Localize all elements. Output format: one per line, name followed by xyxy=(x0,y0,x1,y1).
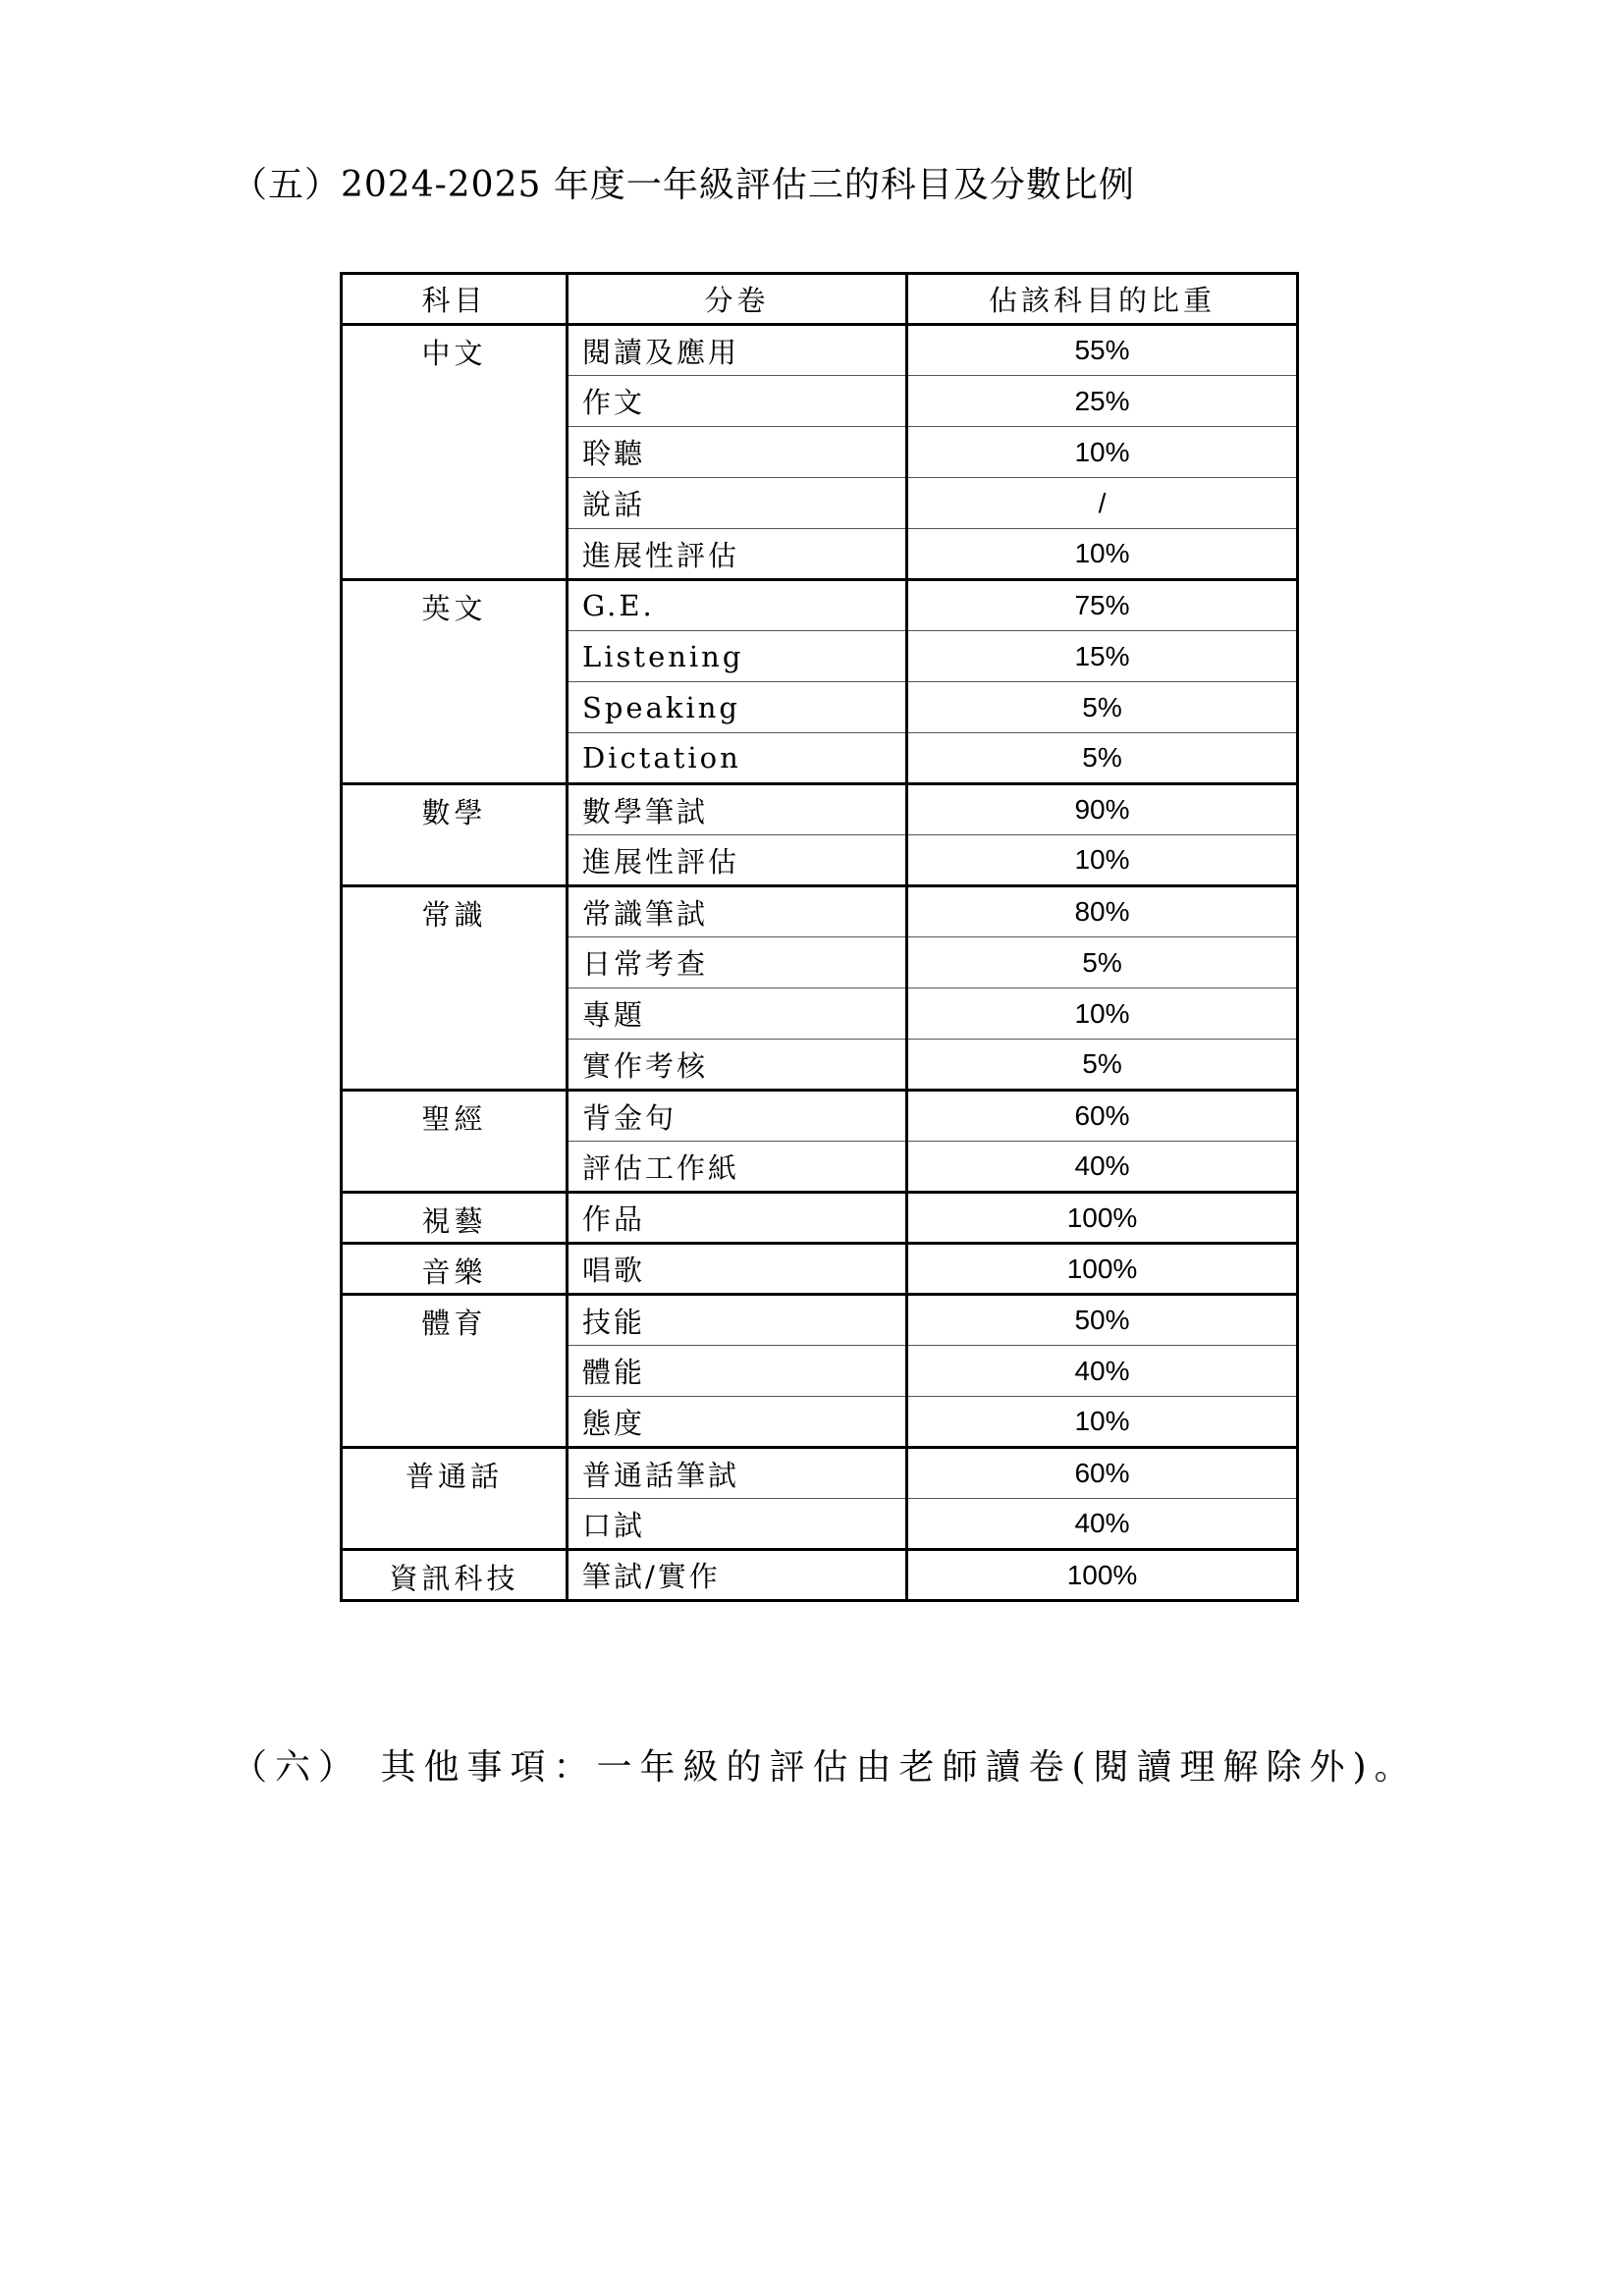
paper-cell: Dictation xyxy=(568,733,907,784)
paper-cell: 作文 xyxy=(568,376,907,427)
weight-cell: 75% xyxy=(907,580,1298,631)
header-weight: 佔該科目的比重 xyxy=(907,274,1298,325)
weight-cell: 5% xyxy=(907,733,1298,784)
weight-cell: / xyxy=(907,478,1298,529)
paper-cell: 專題 xyxy=(568,988,907,1040)
weight-cell: 55% xyxy=(907,325,1298,376)
paper-cell: 作品 xyxy=(568,1193,907,1244)
paper-cell: 技能 xyxy=(568,1295,907,1346)
weight-cell: 40% xyxy=(907,1142,1298,1193)
paper-cell: 常識筆試 xyxy=(568,886,907,937)
paper-cell: G.E. xyxy=(568,580,907,631)
weight-cell: 60% xyxy=(907,1448,1298,1499)
paper-cell: 口試 xyxy=(568,1499,907,1550)
table-row xyxy=(342,886,1298,937)
paper-cell: 體能 xyxy=(568,1346,907,1397)
weight-cell: 10% xyxy=(907,1397,1298,1448)
table-row xyxy=(342,1091,1298,1142)
weight-cell: 25% xyxy=(907,376,1298,427)
subject-cell: 聖經 xyxy=(342,1091,568,1193)
weight-cell: 5% xyxy=(907,682,1298,733)
paper-cell: Listening xyxy=(568,631,907,682)
paper-cell: 評估工作紙 xyxy=(568,1142,907,1193)
table-row xyxy=(342,1244,1298,1295)
table-row xyxy=(342,1550,1298,1601)
weight-cell: 10% xyxy=(907,835,1298,886)
header-paper: 分卷 xyxy=(568,274,907,325)
weight-cell: 5% xyxy=(907,937,1298,988)
subject-cell: 資訊科技 xyxy=(342,1550,568,1601)
paper-cell: 進展性評估 xyxy=(568,529,907,580)
subject-cell: 體育 xyxy=(342,1295,568,1448)
table-row xyxy=(342,580,1298,631)
paper-cell: 閱讀及應用 xyxy=(568,325,907,376)
paper-cell: 聆聽 xyxy=(568,427,907,478)
table-row xyxy=(342,1193,1298,1244)
subject-cell: 視藝 xyxy=(342,1193,568,1244)
weight-cell: 10% xyxy=(907,988,1298,1040)
paper-cell: Speaking xyxy=(568,682,907,733)
paper-cell: 進展性評估 xyxy=(568,835,907,886)
weight-cell: 50% xyxy=(907,1295,1298,1346)
subject-cell: 常識 xyxy=(342,886,568,1091)
table-header-row xyxy=(342,274,1298,325)
subject-cell: 音樂 xyxy=(342,1244,568,1295)
paper-cell: 日常考查 xyxy=(568,937,907,988)
weight-cell: 40% xyxy=(907,1346,1298,1397)
table-row xyxy=(342,1295,1298,1346)
weight-cell: 100% xyxy=(907,1193,1298,1244)
table-row xyxy=(342,325,1298,376)
paper-cell: 唱歌 xyxy=(568,1244,907,1295)
paper-cell: 態度 xyxy=(568,1397,907,1448)
subject-cell: 中文 xyxy=(342,325,568,580)
weight-cell: 100% xyxy=(907,1550,1298,1601)
weight-cell: 10% xyxy=(907,529,1298,580)
weight-cell: 80% xyxy=(907,886,1298,937)
table-body xyxy=(342,325,1298,1601)
subject-cell: 數學 xyxy=(342,784,568,886)
subject-cell: 普通話 xyxy=(342,1448,568,1550)
other-matters-note: （六） 其他事項：一年級的評估由老師讀卷(閱讀理解除外)。 xyxy=(232,1747,1418,1788)
header-subject: 科目 xyxy=(342,274,568,325)
subject-cell: 英文 xyxy=(342,580,568,784)
section-title: （五）2024-2025 年度一年級評估三的科目及分數比例 xyxy=(232,165,1135,205)
paper-cell: 普通話筆試 xyxy=(568,1448,907,1499)
weight-cell: 10% xyxy=(907,427,1298,478)
weight-cell: 60% xyxy=(907,1091,1298,1142)
paper-cell: 筆試/實作 xyxy=(568,1550,907,1601)
paper-cell: 數學筆試 xyxy=(568,784,907,835)
table-row xyxy=(342,1448,1298,1499)
weight-cell: 40% xyxy=(907,1499,1298,1550)
weight-cell: 15% xyxy=(907,631,1298,682)
paper-cell: 背金句 xyxy=(568,1091,907,1142)
paper-cell: 說話 xyxy=(568,478,907,529)
table-row xyxy=(342,784,1298,835)
weight-cell: 100% xyxy=(907,1244,1298,1295)
weight-cell: 5% xyxy=(907,1040,1298,1091)
subject-weight-table xyxy=(340,272,1299,1602)
paper-cell: 實作考核 xyxy=(568,1040,907,1091)
weight-cell: 90% xyxy=(907,784,1298,835)
